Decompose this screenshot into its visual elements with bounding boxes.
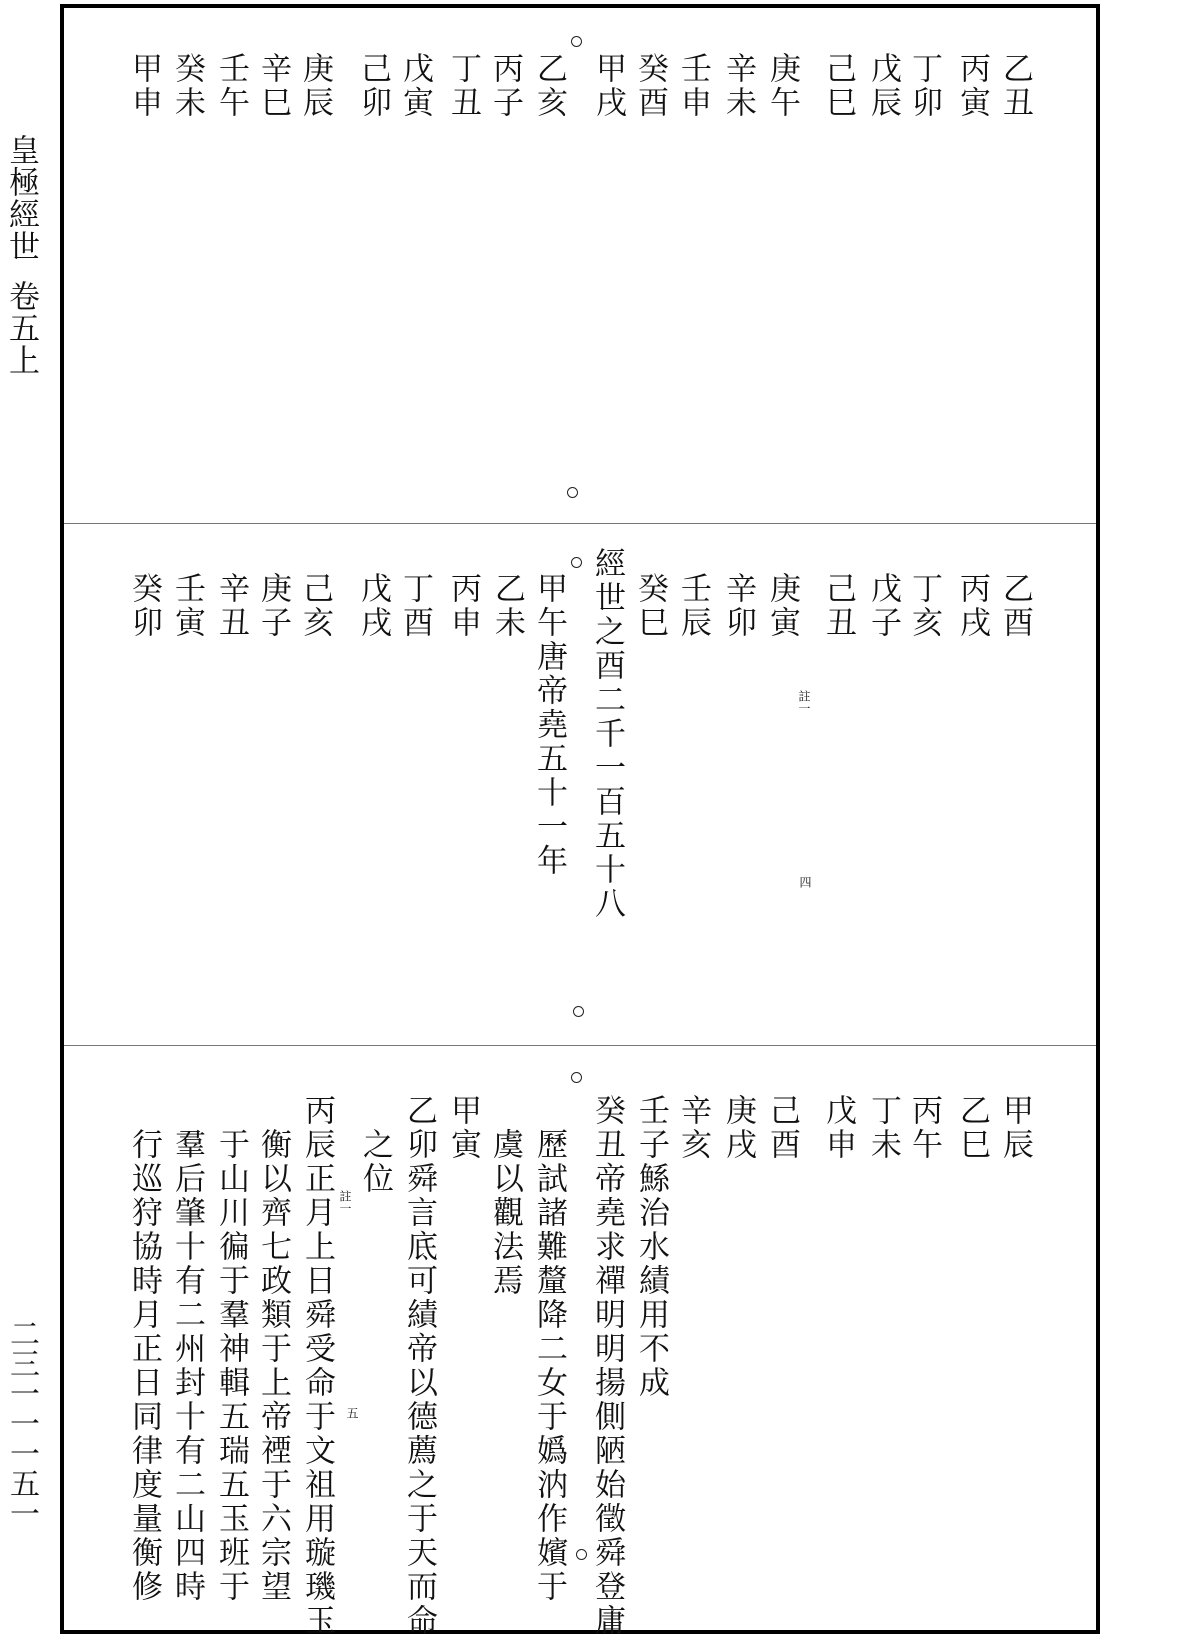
cyclical-year-column: 癸未 <box>169 52 205 120</box>
book-title-margin <box>4 134 38 376</box>
era-year-line: 甲午唐帝堯五十一年 <box>531 572 567 878</box>
cyclical-year-column: 己亥 <box>297 572 333 640</box>
cyclical-year-column: 丁亥 <box>906 572 942 640</box>
punctuation-circle <box>576 1549 587 1560</box>
cyclical-year-column: 庚寅 <box>764 572 800 640</box>
cyclical-year-column: 辛亥 <box>675 1094 711 1162</box>
cyclical-year-column: 壬午 <box>213 52 249 120</box>
annotation-note: 四 <box>798 876 812 888</box>
cyclical-year-column: 甲戌 <box>590 52 626 120</box>
cyclical-year-column: 己酉 <box>764 1094 800 1162</box>
annotation-note: 註一 <box>797 690 811 714</box>
cyclical-year-column: 戊寅 <box>397 52 433 120</box>
cyclical-year-column: 戊申 <box>820 1094 856 1162</box>
cyclical-year-column: 辛巳 <box>255 52 291 120</box>
chronicle-text-line: 行巡狩協時月正日同律度量衡修 <box>126 1094 162 1604</box>
cyclical-year-column: 癸酉 <box>632 52 668 120</box>
chronicle-text-line: 壬子鯀治水績用不成 <box>633 1094 669 1400</box>
annotation-note: 註一 <box>338 1190 352 1214</box>
chronicle-text-line: 衡以齊七政類于上帝禋于六宗望 <box>255 1094 291 1604</box>
punctuation-circle <box>567 487 578 498</box>
cyclical-year-column: 癸巳 <box>632 572 668 640</box>
cyclical-year-column: 己卯 <box>355 52 391 120</box>
cyclical-year-column: 乙丑 <box>997 52 1033 120</box>
cyclical-year-column: 丁未 <box>865 1094 901 1162</box>
cyclical-year-column: 丙申 <box>445 572 481 640</box>
chronicle-text-line: 羣后肇十有二州封十有二山四時 <box>169 1094 205 1604</box>
punctuation-circle <box>571 557 582 568</box>
cyclical-year-column: 癸卯 <box>126 572 162 640</box>
cyclical-year-column: 庚午 <box>764 52 800 120</box>
punctuation-circle <box>571 36 582 47</box>
cyclical-year-column: 丁酉 <box>397 572 433 640</box>
chronicle-text-line: 癸丑帝堯求禪明明揚側陋始徵舜登庸 <box>589 1094 625 1638</box>
cyclical-year-column: 辛未 <box>720 52 756 120</box>
section-heading: 經世之酉二千一百五十八 <box>589 547 625 921</box>
chronicle-text-line: 甲寅 <box>445 1094 481 1162</box>
cyclical-year-column: 丁卯 <box>906 52 942 120</box>
cyclical-year-column: 丙午 <box>906 1094 942 1162</box>
cyclical-year-column: 丙寅 <box>954 52 990 120</box>
chronicle-text-line: 于山川徧于羣神輯五瑞五玉班于 <box>213 1094 249 1604</box>
cyclical-year-column: 壬申 <box>675 52 711 120</box>
cyclical-year-column: 庚戌 <box>720 1094 756 1162</box>
cyclical-year-column: 戊子 <box>865 572 901 640</box>
cyclical-year-column: 己巳 <box>820 52 856 120</box>
page-number: 二三一一一五一 <box>4 1318 39 1528</box>
punctuation-circle <box>571 1072 582 1083</box>
cyclical-year-column: 壬辰 <box>675 572 711 640</box>
cyclical-year-column: 己丑 <box>820 572 856 640</box>
cyclical-year-column: 乙未 <box>489 572 525 640</box>
volume-label: 卷五上 <box>3 280 39 376</box>
chronicle-text-line: 虞以觀法焉 <box>487 1094 523 1298</box>
chronicle-text-line: 歷試諸難釐降二女于嬀汭作嬪于 <box>531 1094 567 1604</box>
cyclical-year-column: 乙亥 <box>531 52 567 120</box>
cyclical-year-column: 甲申 <box>126 52 162 120</box>
cyclical-year-column: 乙巳 <box>954 1094 990 1162</box>
panel-divider-1 <box>64 523 1096 524</box>
cyclical-year-column: 壬寅 <box>169 572 205 640</box>
punctuation-circle <box>573 1006 584 1017</box>
cyclical-year-column: 戊戌 <box>355 572 391 640</box>
cyclical-year-column: 辛丑 <box>213 572 249 640</box>
chronicle-text-line: 之位 <box>357 1094 393 1196</box>
cyclical-year-column: 庚子 <box>255 572 291 640</box>
cyclical-year-column: 庚辰 <box>297 52 333 120</box>
cyclical-year-column: 丙子 <box>487 52 523 120</box>
cyclical-year-column: 戊辰 <box>865 52 901 120</box>
cyclical-year-column: 丁丑 <box>445 52 481 120</box>
chronicle-text-line: 乙卯舜言底可績帝以德薦之于天而命 <box>401 1094 437 1638</box>
cyclical-year-column: 甲辰 <box>997 1094 1033 1162</box>
annotation-note: 五 <box>345 1407 359 1419</box>
cyclical-year-column: 乙酉 <box>997 572 1033 640</box>
cyclical-year-column: 辛卯 <box>720 572 756 640</box>
cyclical-year-column: 丙戌 <box>954 572 990 640</box>
panel-divider-2 <box>64 1045 1096 1046</box>
book-title: 皇極經世 <box>3 134 39 262</box>
chronicle-text-line: 丙辰正月上日舜受命于文祖用璇璣玉 <box>299 1094 335 1638</box>
